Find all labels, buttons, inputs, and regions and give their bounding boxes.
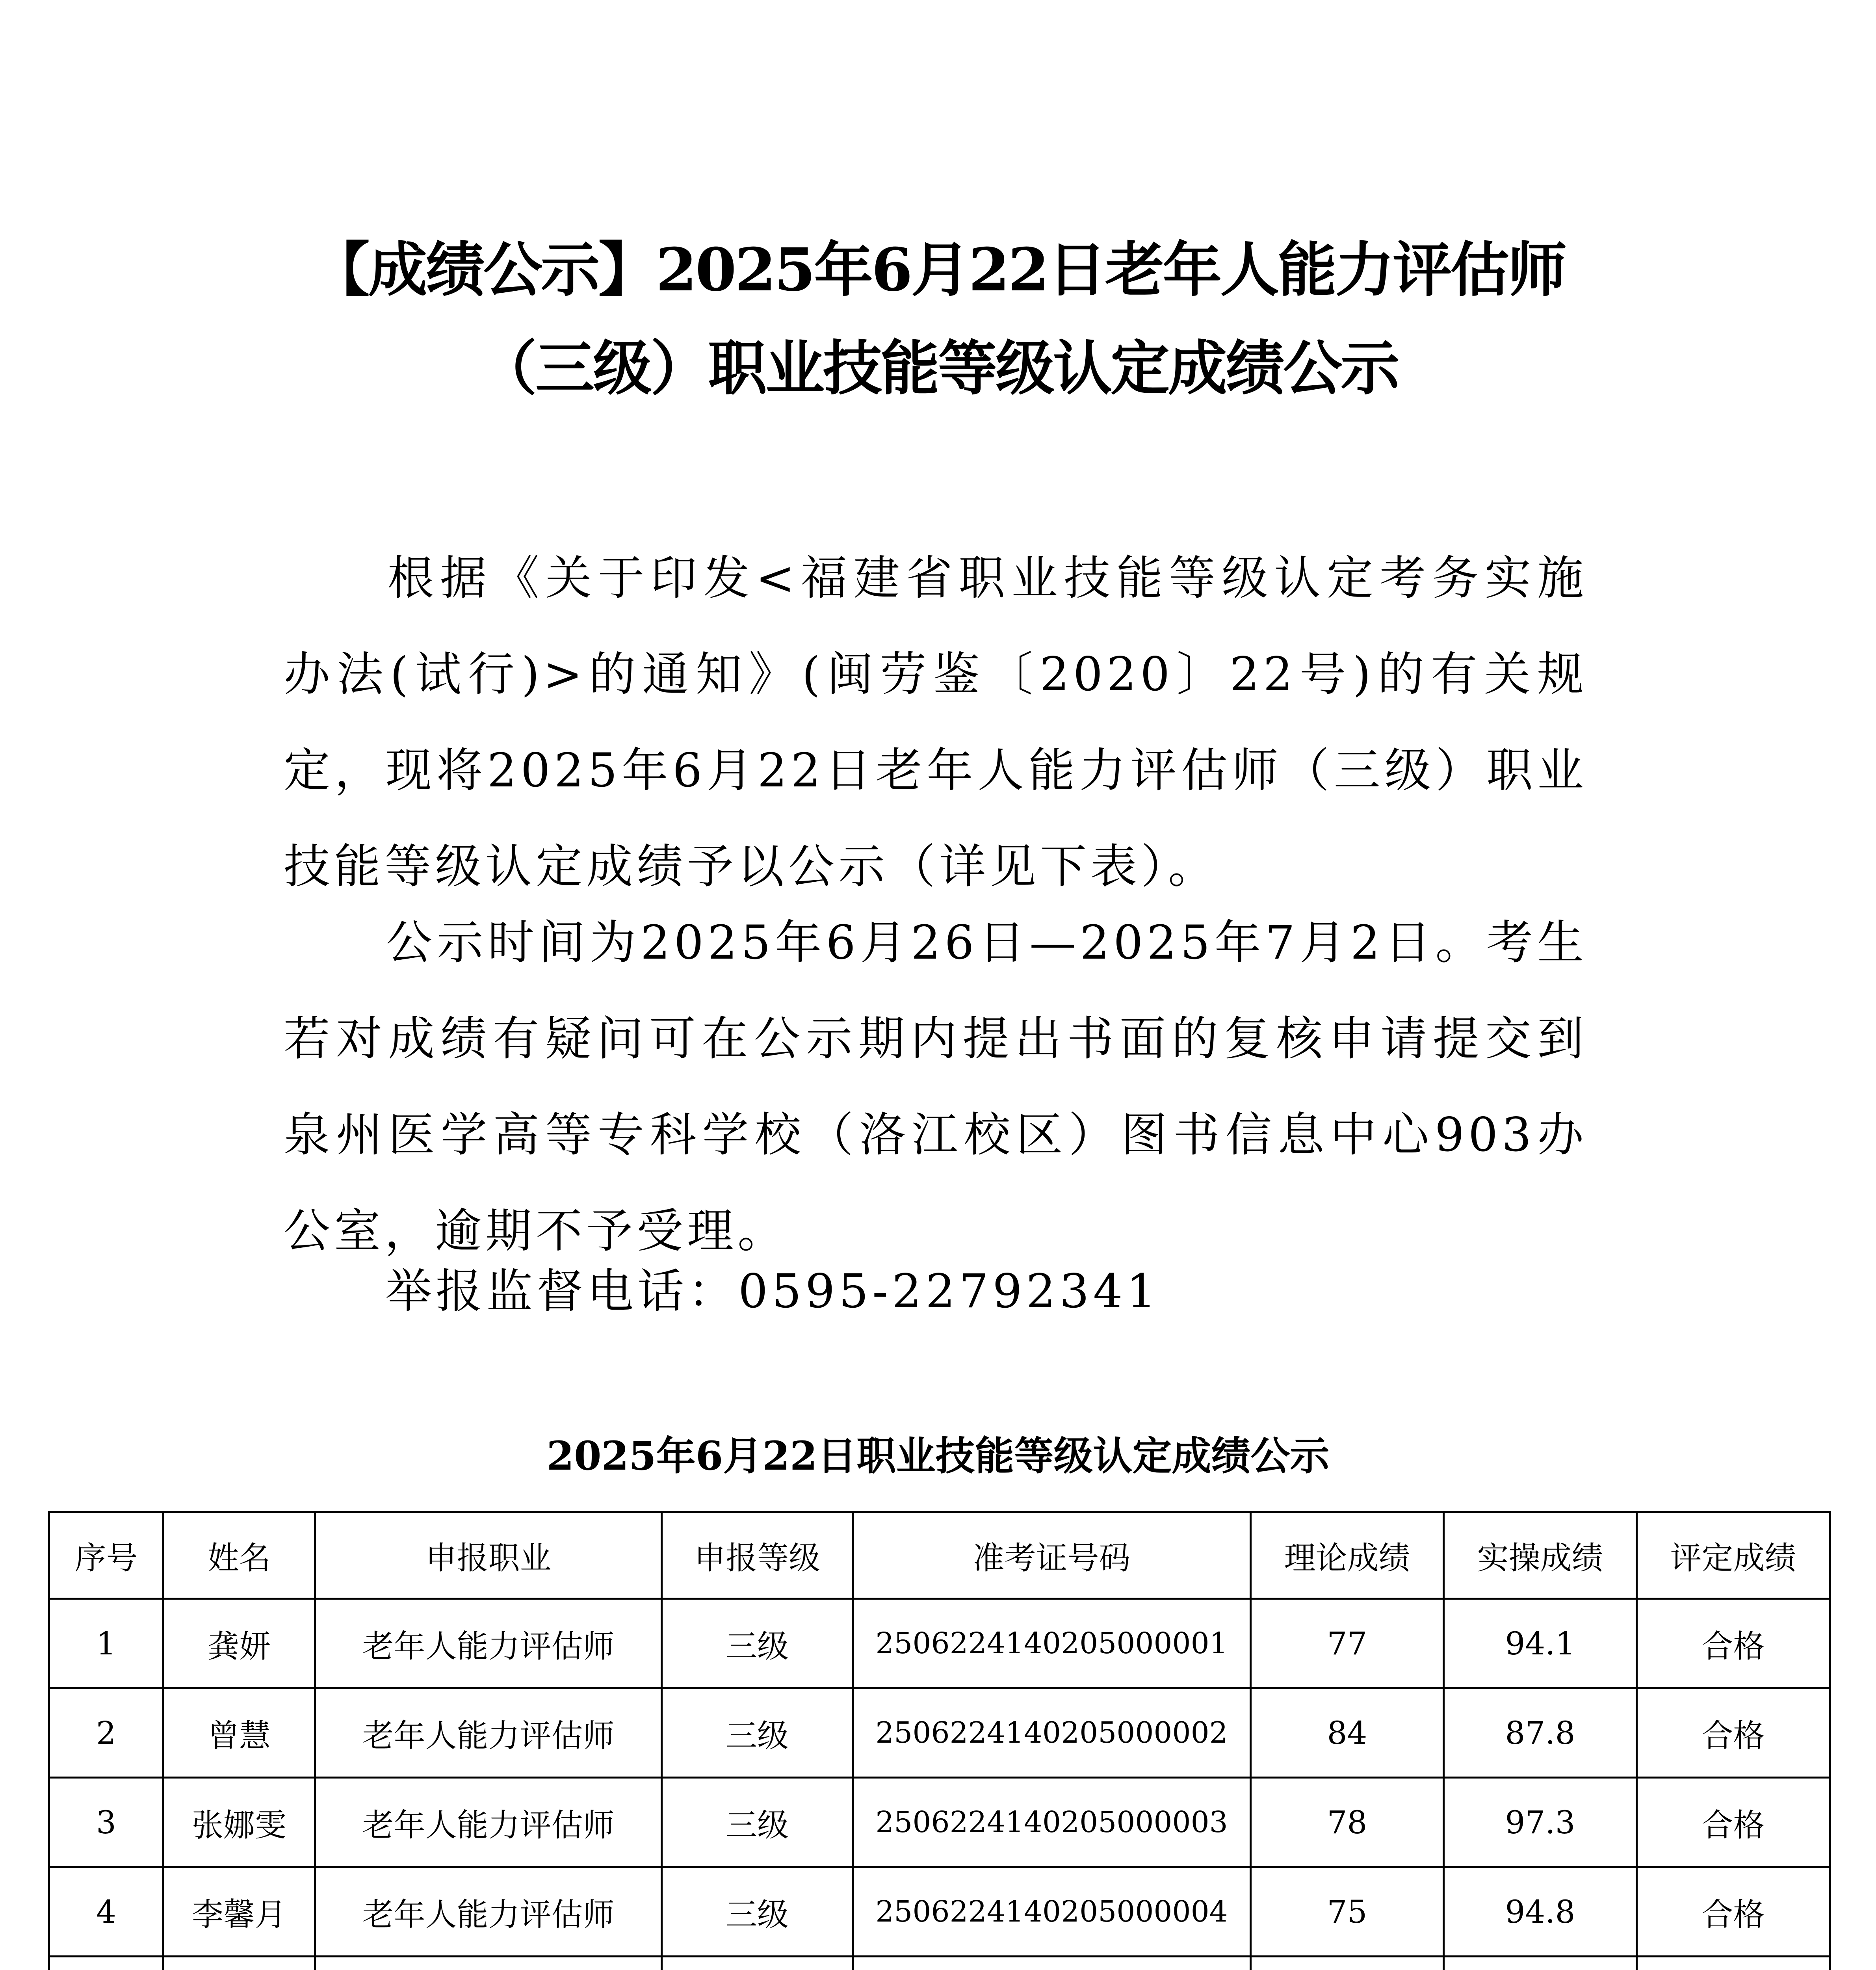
name-cell: 张娜雯 xyxy=(163,1778,315,1867)
theory-score-cell: 78 xyxy=(1251,1778,1444,1867)
occupation-cell: 老年人能力评估师 xyxy=(315,1688,662,1778)
practical-score-cell: 94.8 xyxy=(1444,1867,1637,1957)
publicity-period-text: 公示时间为2025年6月26日—2025年7月2日。考生若对成绩有疑问可在公示期内提出书面的复核申请提交到泉州医学高等专科学校（洛江校区）图书信息中心903办公室，逾期不予受理。 xyxy=(284,915,1588,1258)
practical-score-cell: 94.1 xyxy=(1444,1599,1637,1688)
practical-score-cell xyxy=(1444,1957,1637,1970)
occupation-cell: 老年人能力评估师 xyxy=(315,1599,662,1688)
page-title-line2: （三级）职业技能等级认定成绩公示 xyxy=(477,334,1398,403)
header-cell: 序号 xyxy=(49,1512,163,1599)
level-cell: 三级 xyxy=(662,1778,853,1867)
exam-id-cell: 2506224140205000002 xyxy=(853,1688,1251,1778)
occupation-cell: 老年人能力评估师 xyxy=(315,1778,662,1867)
seq-cell: 2 xyxy=(49,1688,163,1778)
page-title-line1: 【成绩公示】2025年6月22日老年人能力评估师 xyxy=(310,235,1566,305)
table-title: 2025年6月22日职业技能等级认定成绩公示 xyxy=(546,1433,1330,1479)
level-cell: 三级 xyxy=(662,1867,853,1957)
table-body xyxy=(49,1599,1830,1970)
publicity-period-paragraph xyxy=(284,894,1588,1279)
result-cell: 合格 xyxy=(1637,1688,1830,1778)
result-cell: 合格 xyxy=(1637,1867,1830,1957)
name-cell: 李馨月 xyxy=(163,1867,315,1957)
name-cell xyxy=(163,1957,315,1970)
seq-cell: 4 xyxy=(49,1867,163,1957)
seq-cell xyxy=(49,1957,163,1970)
table-row xyxy=(49,1957,1830,1970)
notice-paragraph xyxy=(284,530,1588,914)
exam-id-cell: 2506224140205000003 xyxy=(853,1778,1251,1867)
header-cell: 理论成绩 xyxy=(1251,1512,1444,1599)
header-cell: 实操成绩 xyxy=(1444,1512,1637,1599)
header-cell: 申报职业 xyxy=(315,1512,662,1599)
hotline-paragraph xyxy=(284,1243,1588,1339)
seq-cell: 3 xyxy=(49,1778,163,1867)
hotline-text: 举报监督电话：0595-22792341 xyxy=(385,1264,1160,1318)
name-cell: 曾慧 xyxy=(163,1688,315,1778)
theory-score-cell: 75 xyxy=(1251,1867,1444,1957)
table-row xyxy=(49,1778,1830,1867)
header-cell: 申报等级 xyxy=(662,1512,853,1599)
level-cell: 三级 xyxy=(662,1688,853,1778)
occupation-cell xyxy=(315,1957,662,1970)
notice-paragraph-text: 根据《关于印发<福建省职业技能等级认定考务实施办法(试行)>的通知》(闽劳鉴〔2020〕22号)的有关规定，现将2025年6月22日老年人能力评估师（三级）职业技能等级认定成绩予以公示（详见下表）。 xyxy=(284,551,1588,894)
exam-id-cell xyxy=(853,1957,1251,1970)
result-cell: 合格 xyxy=(1637,1599,1830,1688)
header-cell: 评定成绩 xyxy=(1637,1512,1830,1599)
theory-score-cell: 84 xyxy=(1251,1688,1444,1778)
level-cell: 三级 xyxy=(662,1599,853,1688)
seq-cell: 1 xyxy=(49,1599,163,1688)
theory-score-cell: 77 xyxy=(1251,1599,1444,1688)
exam-id-cell: 2506224140205000001 xyxy=(853,1599,1251,1688)
occupation-cell: 老年人能力评估师 xyxy=(315,1867,662,1957)
level-cell xyxy=(662,1957,853,1970)
header-cell: 准考证号码 xyxy=(853,1512,1251,1599)
table-row xyxy=(49,1688,1830,1778)
header-cell: 姓名 xyxy=(163,1512,315,1599)
table-row xyxy=(49,1867,1830,1957)
practical-score-cell: 87.8 xyxy=(1444,1688,1637,1778)
table-row xyxy=(49,1599,1830,1688)
exam-id-cell: 2506224140205000004 xyxy=(853,1867,1251,1957)
results-table xyxy=(48,1511,1831,1970)
practical-score-cell: 97.3 xyxy=(1444,1778,1637,1867)
result-cell xyxy=(1637,1957,1830,1970)
theory-score-cell xyxy=(1251,1957,1444,1970)
table-header-row xyxy=(49,1512,1830,1599)
name-cell: 龚妍 xyxy=(163,1599,315,1688)
result-cell: 合格 xyxy=(1637,1778,1830,1867)
